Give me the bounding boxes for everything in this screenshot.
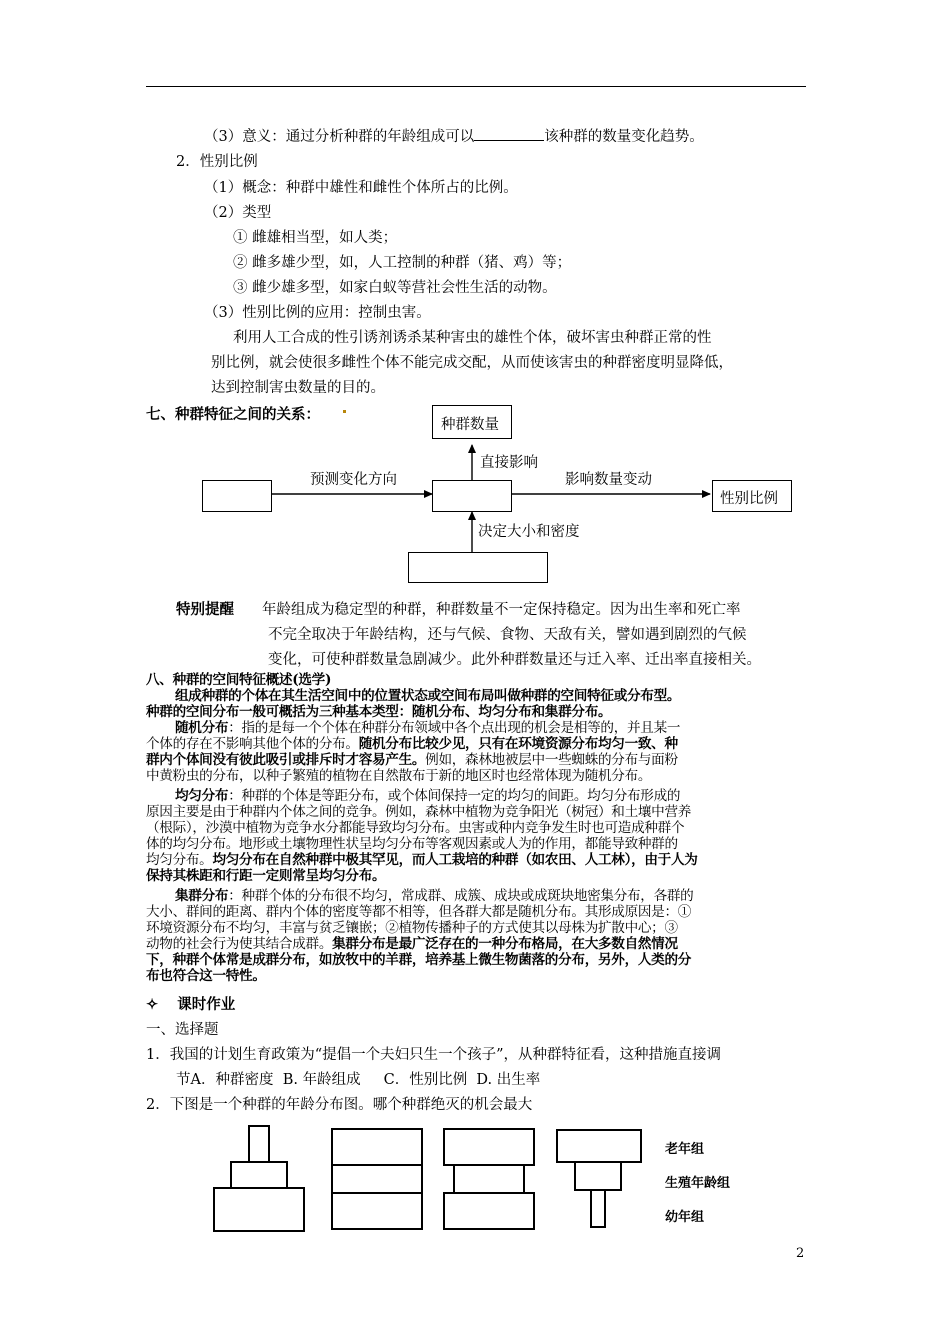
cluster-line-5: 下，种群个体常是成群分布，如放牧中的羊群，培养基上微生物菌落的分布，另外，人类的分 <box>146 952 692 968</box>
cluster-line-3: 环境资源分布不均匀，丰富与贫乏镶嵌；②植物传播种子的方式使其以母株为扩散中心；③ <box>146 920 678 936</box>
note-line-3: 变化，可使种群数量急剧减少。此外种群数量还与迁入率、迁出率直接相关。 <box>268 652 761 668</box>
uniform-text-1: ：种群的个体是等距分布，或个体间保持一定的均匀的间距。均匀分布形成的 <box>228 788 681 804</box>
random-text-1: ：指的是每一个个体在种群分布领域中各个点出现的机会是相等的，并且某一 <box>228 720 681 736</box>
cluster-label: 集群分布 <box>175 888 229 904</box>
note-line-2: 不完全取决于年龄结构，还与气候、食物、天敌有关，譬如遇到剧烈的气候 <box>268 627 747 643</box>
application-line: （3）性别比例的应用：控制虫害。 <box>204 305 431 321</box>
uniform-text-5b: 均匀分布在自然种群中极其罕见，而人工栽培的种群（如农田、人工林），由于人为 <box>212 852 698 868</box>
type3: ③ 雌少雄多型，如家白蚁等营社会性生活的动物。 <box>233 280 557 296</box>
uniform-line-4: 体的均匀分布。地形或土壤物理性状呈均匀分布等客观因素或人为的作用，都能导致种群的 <box>146 836 678 852</box>
choice-section: 一、选择题 <box>146 1022 219 1038</box>
random-line-4: 中黄粉虫的分布，以种子繁殖的植物在自然散布于新的地区时也经常体现为随机分布。 <box>146 768 652 784</box>
section8-heading: 八、种群的空间特征概述(选学) <box>146 672 332 688</box>
cluster-text-4a: 动物的社会行为使其结合成群。 <box>146 936 333 952</box>
cluster-line-2: 大小、群间的距离、群内个体的密度等都不相等，但各群大都是随机分布。其形成原因是：① <box>146 904 692 920</box>
uniform-line-6: 保持其株距和行距一定则常呈均匀分布。 <box>146 868 386 884</box>
uniform-text-5a: 均匀分布。 <box>146 852 213 868</box>
meaning-prefix: （3）意义：通过分析种群的年龄组成可以 <box>204 129 475 145</box>
pyramid-c-old <box>444 1129 534 1165</box>
note-line-1: 年龄组成为稳定型的种群，种群数量不一定保持稳定。因为出生率和死亡率 <box>262 602 741 618</box>
pyramid-d-repro <box>575 1162 621 1190</box>
label-determine-size: 决定大小和密度 <box>478 524 580 540</box>
random-text-3b: 例如，森林地被层中一些蜘蛛的分布与面粉 <box>425 752 678 768</box>
pyramid-b-young <box>332 1193 422 1229</box>
uniform-line-3: （根际），沙漠中植物为竞争水分都能导致均匀分布。虫害或种内竞争发生时也可造成种群个 <box>146 820 685 836</box>
sex-ratio-title: 2．性别比例 <box>176 154 258 170</box>
random-text-2a: 个体的存在不影响其他个体的分布。 <box>146 736 359 752</box>
legend-reproductive: 生殖年龄组 <box>665 1176 731 1191</box>
pyramid-c-repro <box>454 1165 524 1193</box>
application-text-2: 别比例，就会使很多雌性个体不能完成交配，从而使该害虫的种群密度明显降低， <box>211 355 733 371</box>
application-text-1: 利用人工合成的性引诱剂诱杀某种害虫的雄性个体，破坏害虫种群正常的性 <box>233 330 712 346</box>
cluster-text-4b: 集群分布是最广泛存在的一种分布格局，在大多数自然情况 <box>332 936 678 952</box>
type2: ② 雌多雄少型，如，人工控制的种群（猪、鸡）等； <box>233 255 572 271</box>
random-text-2b: 随机分布比较少见，只有在环境资源分布均匀一致、种 <box>358 736 678 752</box>
box-population-size-label: 种群数量 <box>441 417 499 433</box>
section7-heading: 七、种群特征之间的关系： <box>146 406 320 423</box>
page-number: 2 <box>796 1246 805 1261</box>
pyramid-a-young <box>214 1188 304 1231</box>
types-title: （2）类型 <box>204 205 272 221</box>
s8-p1a: 组成种群的个体在其生活空间中的位置状态或空间布局叫做种群的空间特征或分布型。 <box>175 688 681 704</box>
pyramid-d-young <box>591 1190 605 1227</box>
pyramid-d-old <box>557 1130 641 1162</box>
legend-old: 老年组 <box>665 1142 705 1157</box>
uniform-label: 均匀分布 <box>175 788 229 804</box>
label-direct-influence: 直接影响 <box>480 455 538 471</box>
concept-line: （1）概念：种群中雄性和雌性个体所占的比例。 <box>204 180 518 196</box>
question-1-line-1: 1．我国的计划生育政策为“提倡一个夫妇只生一个孩子”，从种群特征看，这种措施直接调 <box>146 1047 722 1063</box>
cluster-line-6: 布也符合这一特性。 <box>146 968 266 984</box>
label-affect-change: 影响数量变动 <box>565 472 652 488</box>
application-text-3: 达到控制害虫数量的目的。 <box>211 380 385 396</box>
pyramid-b-repro <box>332 1165 422 1193</box>
question-1-line-2: 节A．种群密度 B. 年龄组成 C．性别比例 D. 出生率 <box>176 1072 541 1088</box>
box-sex-ratio-label: 性别比例 <box>720 491 778 507</box>
diamond-icon: ✧ <box>146 996 159 1013</box>
legend-young: 幼年组 <box>665 1210 705 1225</box>
s8-p1b: 种群的空间分布一般可概括为三种基本类型：随机分布、均匀分布和集群分布。 <box>146 704 612 720</box>
cluster-text-1: ：种群个体的分布很不均匀，常成群、成簇、成块或成斑块地密集分布，各群的 <box>228 888 694 904</box>
pyramid-c-young <box>444 1193 534 1229</box>
homework-title: 课时作业 <box>177 996 236 1013</box>
pyramid-b-old <box>332 1129 422 1165</box>
meaning-suffix: 该种群的数量变化趋势。 <box>544 129 704 145</box>
random-label: 随机分布 <box>175 720 229 736</box>
type1: ① 雌雄相当型，如人类； <box>233 230 398 246</box>
note-label: 特别提醒 <box>176 601 234 618</box>
pyramid-a-old <box>249 1126 269 1162</box>
pyramid-a-repro <box>231 1162 287 1188</box>
random-text-3a: 群内个体间没有彼此吸引或排斥时才容易产生。 <box>146 752 426 768</box>
label-predict-direction: 预测变化方向 <box>310 472 397 488</box>
question-2: 2．下图是一个种群的年龄分布图。哪个种群绝灭的机会最大 <box>146 1097 533 1113</box>
uniform-line-2: 原因主要是由于种群内个体之间的竞争。例如，森林中植物为竞争阳光（树冠）和土壤中营养 <box>146 804 692 820</box>
